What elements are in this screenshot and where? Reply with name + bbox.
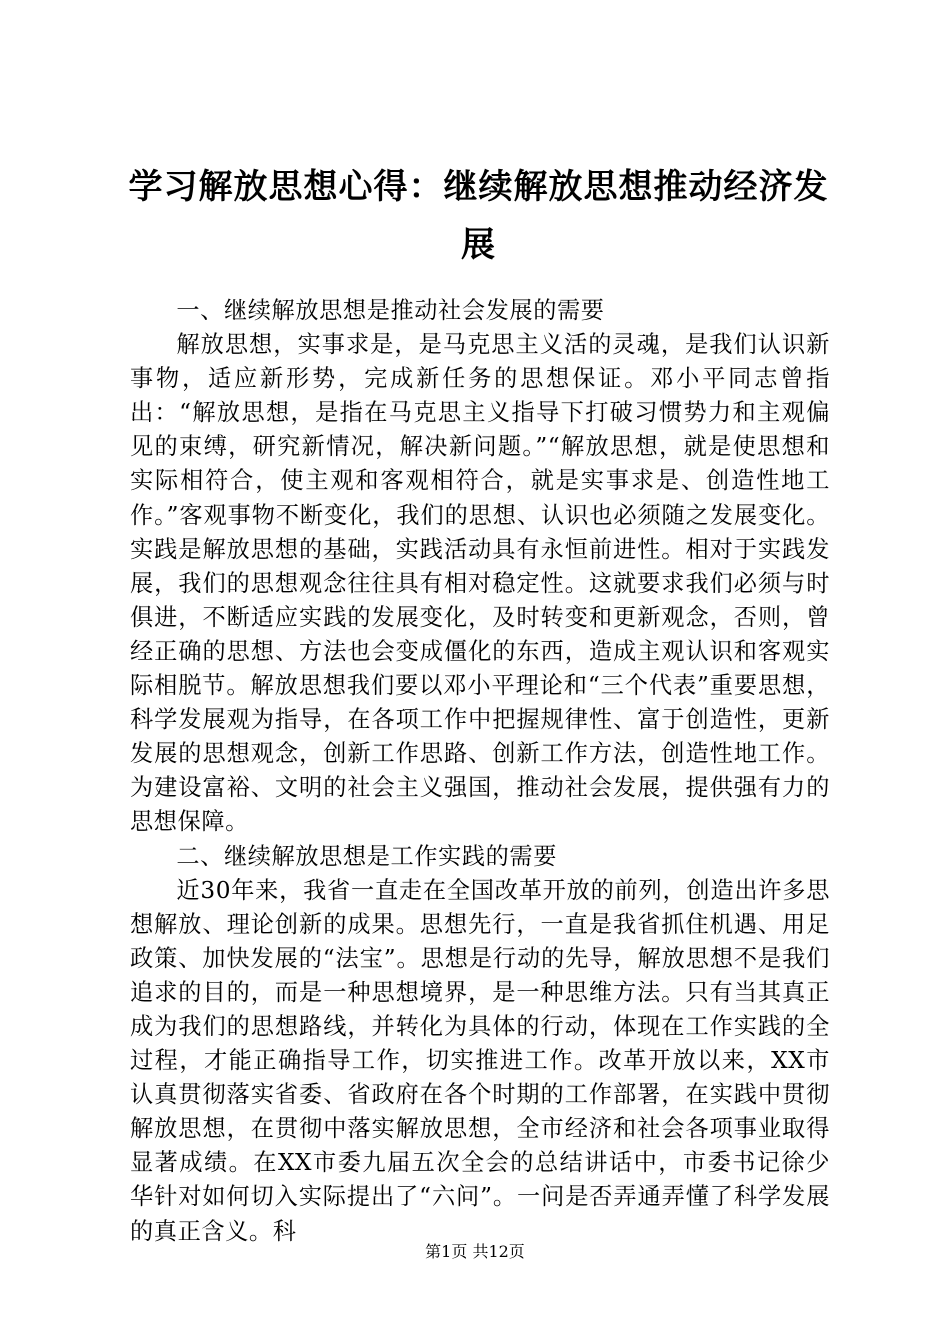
section-heading-1: 一、继续解放思想是推动社会发展的需要 bbox=[176, 297, 605, 324]
page-number-footer: 第1页 共12页 bbox=[425, 1242, 525, 1261]
section-paragraph-2: 近30年来，我省一直走在全国改革开放的前列，创造出许多思想解放、理论创新的成果。思想先行，一直是我省抓住机遇、用足政策、加快发展的“法宝”。思想是行动的先导，解放思想不是我们追求的目的，而是一种思想境界，是一种思维方法。只有当其真正成为我们的思想路线，并转化为具体的行动，体现在工作实践的全过程，才能正确指导工作，切实推进工作。改革开放以来，XX市认真贯彻落实省委、省政府在各个时期的工作部署，在实践中贯彻解放思想，在贯彻中落实解放思想，全市经济和社会各项事业取得显著成绩。在XX市委九届五次全会的总结讲话中，市委书记徐少华针对如何切入实际提出了“六问”。一问是否弄通弄懂了科学发展的真正含义。科 bbox=[130, 876, 830, 1245]
section-heading-2: 二、继续解放思想是工作实践的需要 bbox=[176, 842, 557, 870]
document-title: 学习解放思想心得：继续解放思想推动经济发展 bbox=[128, 167, 829, 265]
document-body bbox=[130, 294, 830, 1249]
section-paragraph-1: 解放思想，实事求是，是马克思主义活的灵魂，是我们认识新事物，适应新形势，完成新任务的思想保证。邓小平同志曾指出：“解放思想，是指在马克思主义指导下打破习惯势力和主观偏见的束缚，研究新情况，解决新问题。”“解放思想，就是使思想和实际相符合，使主观和客观相符合，就是实事求是、创造性地工作。”客观事物不断变化，我们的思想、认识也必须随之发展变化。实践是解放思想的基础，实践活动具有永恒前进性。相对于实践发展，我们的思想观念往往具有相对稳定性。这就要求我们必须与时俱进，不断适应实践的发展变化，及时转变和更新观念，否则，曾经正确的思想、方法也会变成僵化的东西，造成主观认识和客观实际相脱节。解放思想我们要以邓小平理论和“三个代表”重要思想，科学发展观为指导，在各项工作中把握规律性、富于创造性，更新发展的思想观念，创新工作思路、创新工作方法，创造性地工作。为建设富裕、文明的社会主义强国，推动社会发展，提供强有力的思想保障。 bbox=[130, 331, 830, 836]
